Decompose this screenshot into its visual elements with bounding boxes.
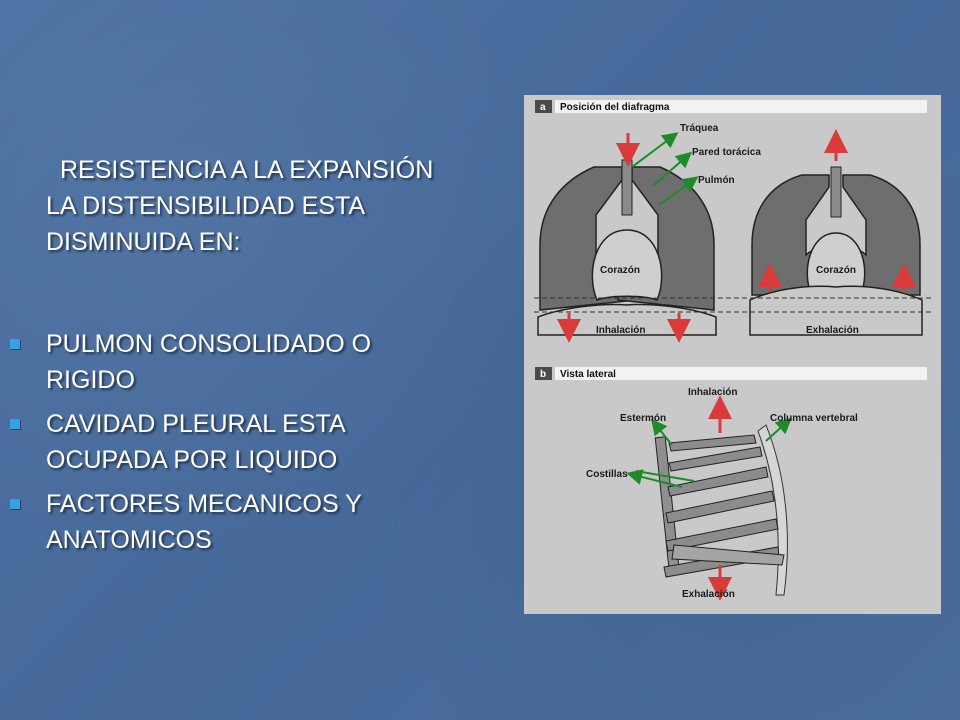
esternon-label: Estermón	[620, 413, 667, 424]
right-lung-diagram	[750, 167, 922, 335]
pulmon-label: Pulmón	[698, 175, 735, 186]
bullet-line: ANATOMICOS	[46, 526, 212, 554]
corazon-left-label: Corazón	[600, 265, 640, 276]
slide-heading	[46, 152, 516, 260]
square-bullet-icon	[10, 419, 20, 429]
diaphragm-illustration	[524, 95, 941, 614]
panel-b-title: Vista lateral	[560, 369, 616, 380]
exhalacion-label-a: Exhalación	[806, 325, 859, 336]
pared-toracica-label: Pared torácica	[692, 147, 761, 158]
left-lung-diagram	[538, 160, 716, 335]
costillas-label: Costillas	[586, 469, 628, 480]
heading-line-3: DISMINUIDA EN:	[46, 228, 241, 256]
square-bullet-icon	[10, 339, 20, 349]
corazon-right-label: Corazón	[816, 265, 856, 276]
columna-vertebral-label: Columna vertebral	[770, 413, 858, 424]
inhalacion-label-b: Inhalación	[688, 387, 738, 398]
bullet-item	[46, 326, 516, 398]
panel-a-title: Posición del diafragma	[560, 102, 670, 113]
diaphragm-figure	[524, 95, 941, 614]
traquea-label: Tráquea	[680, 123, 719, 134]
bullet-line: CAVIDAD PLEURAL ESTA	[46, 410, 346, 438]
traquea-pointer-arrow	[632, 137, 672, 167]
heading-line-1: RESISTENCIA A LA EXPANSIÓN	[60, 156, 434, 184]
bullet-item	[46, 406, 516, 478]
bullet-line: PULMON CONSOLIDADO O	[46, 330, 372, 358]
inhalacion-label-a: Inhalación	[596, 325, 646, 336]
exhalacion-label-b: Exhalación	[682, 589, 735, 600]
bullet-line: OCUPADA POR LIQUIDO	[46, 446, 338, 474]
bullet-line: FACTORES MECANICOS Y	[46, 490, 362, 518]
panel-a-tag: a	[540, 102, 546, 113]
panel-b-tag: b	[540, 369, 547, 380]
bullet-list	[46, 326, 516, 558]
bullet-line: RIGIDO	[46, 366, 135, 394]
heading-line-2: LA DISTENSIBILIDAD ESTA	[46, 192, 366, 220]
square-bullet-icon	[10, 499, 20, 509]
slide-text	[46, 152, 516, 566]
bullet-item	[46, 486, 516, 558]
